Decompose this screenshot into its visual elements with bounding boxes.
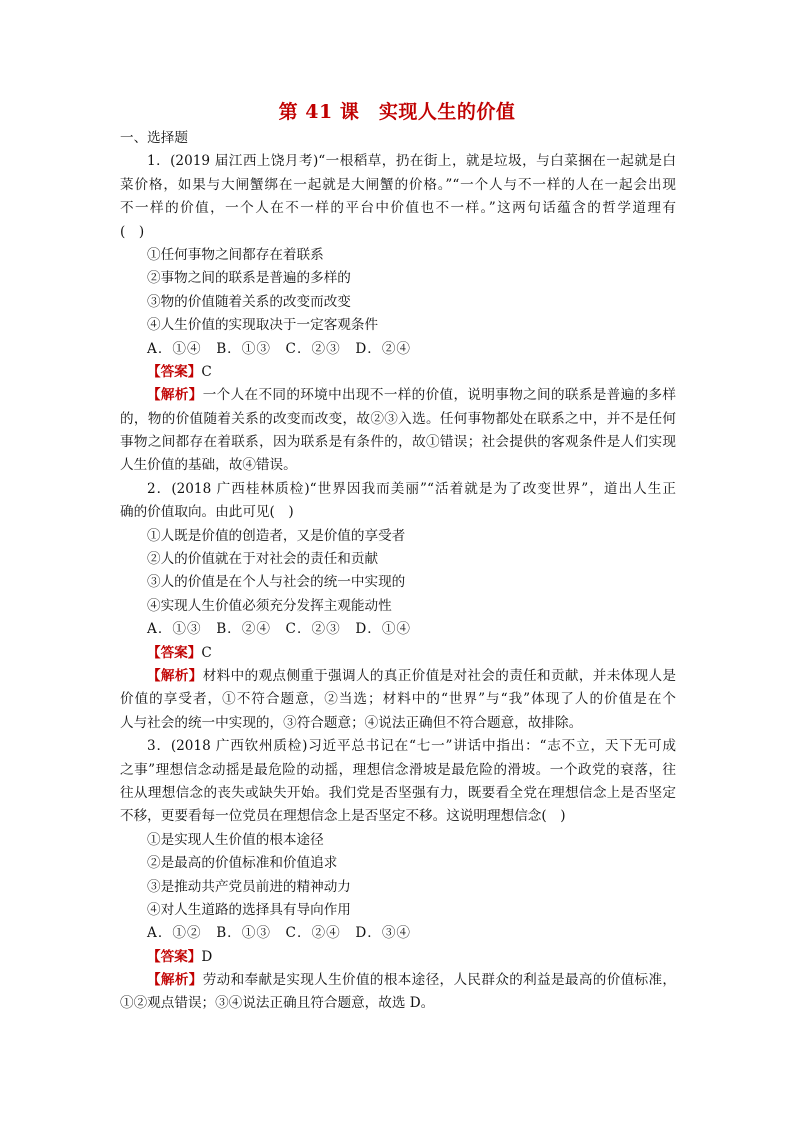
option-item: ①任何事物之间都存在着联系 [147, 246, 324, 263]
answer-choices: A．①② B．①③ C．②④ D．③④ [147, 925, 412, 942]
analysis-line: 价值的享受者，①不符合题意，②当选；材料中的“世界”与“我”体现了人的价值是在个 [120, 691, 676, 708]
option-item: ③人的价值是在个人与社会的统一中实现的 [147, 574, 406, 591]
option-item: ④人生价值的实现取决于一定客观条件 [147, 317, 379, 334]
option-item: ④对人生道路的选择具有导向作用 [147, 901, 351, 918]
answer-value: C [201, 644, 212, 661]
answer-choices: A．①④ B．①③ C．②③ D．②④ [147, 340, 412, 357]
question-stem-line: 2．(2018 广西桂林质检)“世界因我而美丽”“活着就是为了改变世界”，道出人生正 [147, 480, 676, 497]
analysis-label: 【解析】 [147, 972, 203, 989]
page-title: 第 41 课 实现人生的价值 [278, 101, 516, 123]
answer-label: 【答案】 [147, 948, 202, 965]
question-stem-line: 之事”理想信念动摇是最危险的动摇，理想信念滑坡是最危险的滑坡。一个政党的衰落，往 [120, 761, 676, 778]
question-3 [120, 735, 676, 1016]
question-stem-line: 3．(2018 广西钦州质检)习近平总书记在“七一”讲话中指出：“志不立，天下无可成 [147, 738, 676, 755]
option-item: ③物的价值随着关系的改变而改变 [147, 293, 351, 310]
analysis-line: ①②观点错误；③④说法正确且符合题意，故选 D。 [120, 995, 435, 1012]
question-stem-line: 1．(2019 届江西上饶月考)“一根稻草，扔在街上，就是垃圾，与白菜捆在一起就是白 [147, 153, 676, 170]
document-body [120, 127, 676, 1016]
option-item: ②人的价值就在于对社会的责任和贡献 [147, 551, 379, 568]
analysis-line: 事物之间都存在着联系，因为联系是有条件的，故①错误；社会提供的客观条件是人们实现 [120, 434, 676, 451]
analysis-line: 的，物的价值随着关系的改变而改变，故②③入选。任何事物都处在联系之中，并不是任何 [120, 410, 676, 427]
analysis-line [120, 384, 676, 407]
analysis-label: 【解析】 [147, 667, 203, 684]
analysis-text: 劳动和奉献是实现人生价值的根本途径，人民群众的利益是最高的价值标准， [202, 972, 677, 989]
answer-line [120, 361, 676, 384]
option-item: ③是推动共产党员前进的精神动力 [147, 878, 351, 895]
answer-choices: A．①③ B．②④ C．②③ D．①④ [147, 621, 412, 638]
option-item: ②事物之间的联系是普遍的多样的 [147, 270, 351, 287]
option-item: ①是实现人生价值的根本途径 [147, 831, 324, 848]
analysis-line [120, 969, 676, 992]
analysis-text: 材料中的观点侧重于强调人的真正价值是对社会的责任和贡献，并未体现人是 [202, 667, 677, 684]
question-stem-line: 不移，更要看每一位党员在理想信念上是否坚定不移。这说明理想信念( ) [120, 808, 566, 825]
option-item: ①人既是价值的创造者，又是价值的享受者 [147, 527, 406, 544]
analysis-line: 人与社会的统一中实现的，③符合题意；④说法正确但不符合题意，故排除。 [120, 714, 583, 731]
analysis-line [120, 665, 676, 688]
question-2 [120, 478, 676, 735]
option-item: ④实现人生价值必须充分发挥主观能动性 [147, 597, 392, 614]
answer-line [120, 946, 676, 969]
answer-label: 【答案】 [147, 363, 202, 380]
answer-line [120, 642, 676, 665]
question-stem-line: 菜价格，如果与大闸蟹绑在一起就是大闸蟹的价格。”“一个人与不一样的人在一起会出现 [120, 176, 676, 193]
question-stem-line: 确的价值取向。由此可见( ) [120, 504, 294, 521]
question-stem-line: ( ) [120, 223, 145, 240]
analysis-text: 一个人在不同的环境中出现不一样的价值，说明事物之间的联系是普遍的多样 [202, 387, 677, 404]
question-1 [120, 150, 676, 477]
analysis-line: 人生价值的基础，故④错误。 [120, 457, 297, 474]
option-item: ②是最高的价值标准和价值追求 [147, 855, 338, 872]
section-heading: 一、选择题 [120, 130, 188, 146]
analysis-label: 【解析】 [147, 387, 203, 404]
answer-value: C [201, 363, 212, 380]
answer-label: 【答案】 [147, 644, 202, 661]
question-stem-line: 往从理想信念的丧失或缺失开始。我们党是否坚强有力，既要看全党在理想信念上是否坚定 [120, 784, 676, 801]
question-stem-line: 不一样的价值，一个人在不一样的平台中价值也不一样。”这两句话蕴含的哲学道理有 [120, 200, 676, 217]
answer-value: D [201, 948, 213, 965]
